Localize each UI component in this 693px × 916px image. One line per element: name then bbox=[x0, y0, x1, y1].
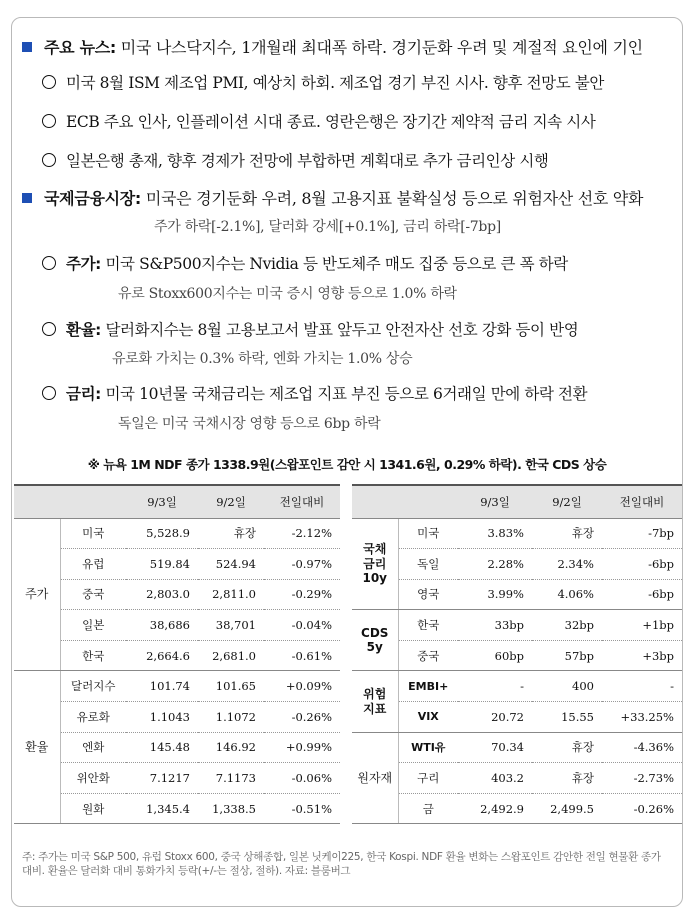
table-row bbox=[14, 671, 340, 702]
row-label: 한국 bbox=[398, 610, 458, 641]
value-cell: 38,686 bbox=[126, 610, 198, 641]
value-cell: 145.48 bbox=[126, 732, 198, 763]
row-label: 구리 bbox=[398, 763, 458, 794]
value-cell: 2,499.5 bbox=[532, 793, 602, 824]
table-row bbox=[352, 610, 682, 641]
circle-bullet-icon bbox=[42, 114, 56, 128]
market-brief-panel bbox=[11, 17, 683, 907]
row-label: 원화 bbox=[60, 793, 126, 824]
row-label: 미국 bbox=[60, 518, 126, 549]
value-cell: 146.92 bbox=[198, 732, 264, 763]
group-label: 환율 bbox=[14, 671, 60, 824]
value-cell: 휴장 bbox=[532, 763, 602, 794]
table-header-row bbox=[352, 485, 682, 518]
row-label: 영국 bbox=[398, 579, 458, 610]
value-cell: 1,345.4 bbox=[126, 793, 198, 824]
circle-bullet-icon bbox=[42, 153, 56, 167]
circle-bullet-icon bbox=[42, 322, 56, 336]
main-news-label: 주요 뉴스: bbox=[44, 38, 116, 57]
intl-item-stocks bbox=[42, 252, 568, 274]
value-cell: 60bp bbox=[458, 640, 532, 671]
news-item-text: 미국 8월 ISM 제조업 PMI, 예상치 하회. 제조업 경기 부진 시사. 향후 전망도 불안 bbox=[66, 74, 605, 92]
value-cell: +3bp bbox=[602, 640, 682, 671]
header-cell: 9/3일 bbox=[458, 485, 532, 518]
header-cell: 전일대비 bbox=[264, 485, 340, 518]
left-market-table bbox=[14, 484, 340, 824]
table-row bbox=[352, 793, 682, 824]
header-cell: 9/3일 bbox=[126, 485, 198, 518]
value-cell: 2,492.9 bbox=[458, 793, 532, 824]
news-item-2 bbox=[42, 110, 595, 132]
row-label: 미국 bbox=[398, 518, 458, 549]
intl-item-text: 미국 10년물 국채금리는 제조업 지표 부진 등으로 6거래일 만에 하락 전환 bbox=[105, 385, 588, 403]
value-cell: -0.51% bbox=[264, 793, 340, 824]
ndf-note: ※ 뉴욕 1M NDF 종가 1338.9원(스왑포인트 감안 시 1341.6원, 0.29% 하락). 한국 CDS 상승 bbox=[87, 457, 607, 472]
intl-item-rates-sub: 독일은 미국 국채시장 영향 등으로 6bp 하락 bbox=[118, 416, 381, 432]
value-cell: 2.34% bbox=[532, 549, 602, 580]
value-cell: -6bp bbox=[602, 549, 682, 580]
news-item-text: 일본은행 총재, 향후 경제가 전망에 부합하면 계획대로 추가 금리인상 시행 bbox=[66, 152, 549, 170]
table-row bbox=[14, 579, 340, 610]
table-row bbox=[14, 763, 340, 794]
value-cell: -6bp bbox=[602, 579, 682, 610]
value-cell: +33.25% bbox=[602, 702, 682, 733]
main-news-text: 미국 나스닥지수, 1개월래 최대폭 하락. 경기둔화 우려 및 계절적 요인에 기인 bbox=[120, 38, 643, 57]
table-row bbox=[14, 610, 340, 641]
row-label: VIX bbox=[398, 702, 458, 733]
row-label: 중국 bbox=[60, 579, 126, 610]
intl-item-label: 주가: bbox=[66, 255, 101, 273]
value-cell: 101.74 bbox=[126, 671, 198, 702]
value-cell: 57bp bbox=[532, 640, 602, 671]
row-label: 달러지수 bbox=[60, 671, 126, 702]
row-label: 독일 bbox=[398, 549, 458, 580]
header-cell: 전일대비 bbox=[602, 485, 682, 518]
value-cell: -0.04% bbox=[264, 610, 340, 641]
intl-item-fx bbox=[42, 318, 578, 340]
value-cell: 3.99% bbox=[458, 579, 532, 610]
intl-item-label: 금리: bbox=[66, 385, 101, 403]
table-row bbox=[14, 732, 340, 763]
value-cell: -4.36% bbox=[602, 732, 682, 763]
header-cell bbox=[398, 485, 458, 518]
intl-item-text: 미국 S&P500지수는 Nvidia 등 반도체주 매도 집중 등으로 큰 폭 하락 bbox=[105, 255, 568, 273]
table-row bbox=[352, 640, 682, 671]
row-label: 엔화 bbox=[60, 732, 126, 763]
value-cell: 33bp bbox=[458, 610, 532, 641]
group-label: 주가 bbox=[14, 518, 60, 671]
value-cell: -7bp bbox=[602, 518, 682, 549]
value-cell: 2,803.0 bbox=[126, 579, 198, 610]
value-cell: 403.2 bbox=[458, 763, 532, 794]
intl-item-stocks-sub: 유로 Stoxx600지수는 미국 증시 영향 등으로 1.0% 하락 bbox=[118, 286, 457, 302]
header-cell: 9/2일 bbox=[532, 485, 602, 518]
intl-label: 국제금융시장: bbox=[44, 189, 142, 208]
value-cell: 5,528.9 bbox=[126, 518, 198, 549]
value-cell: +0.09% bbox=[264, 671, 340, 702]
news-item-1 bbox=[42, 71, 604, 93]
value-cell: 524.94 bbox=[198, 549, 264, 580]
table-row bbox=[14, 793, 340, 824]
row-label: 일본 bbox=[60, 610, 126, 641]
intl-item-fx-sub: 유로화 가치는 0.3% 하락, 엔화 가치는 1.0% 상승 bbox=[112, 351, 413, 367]
circle-bullet-icon bbox=[42, 75, 56, 89]
value-cell: 15.55 bbox=[532, 702, 602, 733]
value-cell: -2.12% bbox=[264, 518, 340, 549]
value-cell: 휴장 bbox=[532, 732, 602, 763]
table-row bbox=[14, 518, 340, 549]
value-cell: 2,811.0 bbox=[198, 579, 264, 610]
header-cell: 9/2일 bbox=[198, 485, 264, 518]
news-item-text: ECB 주요 인사, 인플레이션 시대 종료. 영란은행은 장기간 제약적 금리 지속 시사 bbox=[66, 113, 596, 131]
table-row bbox=[14, 549, 340, 580]
circle-bullet-icon bbox=[42, 386, 56, 400]
intl-market-line bbox=[22, 186, 643, 209]
value-cell: 1.1043 bbox=[126, 702, 198, 733]
value-cell: -0.61% bbox=[264, 640, 340, 671]
value-cell: 400 bbox=[532, 671, 602, 702]
main-news-line bbox=[22, 35, 643, 58]
table-header-row bbox=[14, 485, 340, 518]
header-cell bbox=[352, 485, 398, 518]
intl-item-text: 달러화지수는 8월 고용보고서 발표 앞두고 안전자산 선호 강화 등이 반영 bbox=[105, 321, 579, 339]
header-cell bbox=[60, 485, 126, 518]
row-label: 한국 bbox=[60, 640, 126, 671]
value-cell: 휴장 bbox=[532, 518, 602, 549]
value-cell: -0.97% bbox=[264, 549, 340, 580]
circle-bullet-icon bbox=[42, 256, 56, 270]
value-cell: -0.26% bbox=[602, 793, 682, 824]
footnote: 주: 주가는 미국 S&P 500, 유럽 Stoxx 600, 중국 상해종합, 일본 닛케이225, 한국 Kospi. NDF 환율 변화는 스왑포인트 감안한 전일 현물환 종가 대비. 환율은 달러화 대비 통화가치 등락(+/-는 절상, 절하). 자료: 블룸버그 bbox=[22, 851, 661, 877]
row-label: EMBI+ bbox=[398, 671, 458, 702]
row-label: 중국 bbox=[398, 640, 458, 671]
group-label: 원자재 bbox=[352, 732, 398, 824]
row-label: 위안화 bbox=[60, 763, 126, 794]
value-cell: - bbox=[602, 671, 682, 702]
value-cell: 101.65 bbox=[198, 671, 264, 702]
value-cell: +1bp bbox=[602, 610, 682, 641]
value-cell: 1.1072 bbox=[198, 702, 264, 733]
square-bullet-icon bbox=[22, 42, 32, 52]
intl-item-label: 환율: bbox=[66, 321, 101, 339]
value-cell: -0.29% bbox=[264, 579, 340, 610]
table-row bbox=[352, 579, 682, 610]
table-row bbox=[352, 671, 682, 702]
intl-item-rates bbox=[42, 382, 587, 404]
table-row bbox=[14, 702, 340, 733]
table-row bbox=[352, 763, 682, 794]
row-label: WTI유 bbox=[398, 732, 458, 763]
value-cell: 2.28% bbox=[458, 549, 532, 580]
right-market-table bbox=[352, 484, 682, 824]
value-cell: - bbox=[458, 671, 532, 702]
news-item-3 bbox=[42, 149, 548, 171]
header-cell bbox=[14, 485, 60, 518]
value-cell: 38,701 bbox=[198, 610, 264, 641]
row-label: 금 bbox=[398, 793, 458, 824]
value-cell: -0.06% bbox=[264, 763, 340, 794]
group-label: CDS 5y bbox=[352, 610, 398, 671]
value-cell: 70.34 bbox=[458, 732, 532, 763]
value-cell: 20.72 bbox=[458, 702, 532, 733]
value-cell: -2.73% bbox=[602, 763, 682, 794]
value-cell: 2,681.0 bbox=[198, 640, 264, 671]
table-row bbox=[352, 732, 682, 763]
intl-text: 미국은 경기둔화 우려, 8월 고용지표 불확실성 등으로 위험자산 선호 약화 bbox=[145, 189, 644, 208]
group-label: 국채 금리 10y bbox=[352, 518, 398, 610]
square-bullet-icon bbox=[22, 193, 32, 203]
value-cell: 7.1217 bbox=[126, 763, 198, 794]
value-cell: 7.1173 bbox=[198, 763, 264, 794]
value-cell: 4.06% bbox=[532, 579, 602, 610]
value-cell: -0.26% bbox=[264, 702, 340, 733]
value-cell: 1,338.5 bbox=[198, 793, 264, 824]
value-cell: 519.84 bbox=[126, 549, 198, 580]
group-label: 위험 지표 bbox=[352, 671, 398, 732]
value-cell: 3.83% bbox=[458, 518, 532, 549]
table-row bbox=[352, 518, 682, 549]
intl-summary: 주가 하락[-2.1%], 달러화 강세[+0.1%], 금리 하락[-7bp] bbox=[154, 219, 501, 235]
table-row bbox=[14, 640, 340, 671]
value-cell: 휴장 bbox=[198, 518, 264, 549]
table-row bbox=[352, 702, 682, 733]
table-row bbox=[352, 549, 682, 580]
value-cell: 2,664.6 bbox=[126, 640, 198, 671]
row-label: 유럽 bbox=[60, 549, 126, 580]
value-cell: 32bp bbox=[532, 610, 602, 641]
value-cell: +0.99% bbox=[264, 732, 340, 763]
row-label: 유로화 bbox=[60, 702, 126, 733]
